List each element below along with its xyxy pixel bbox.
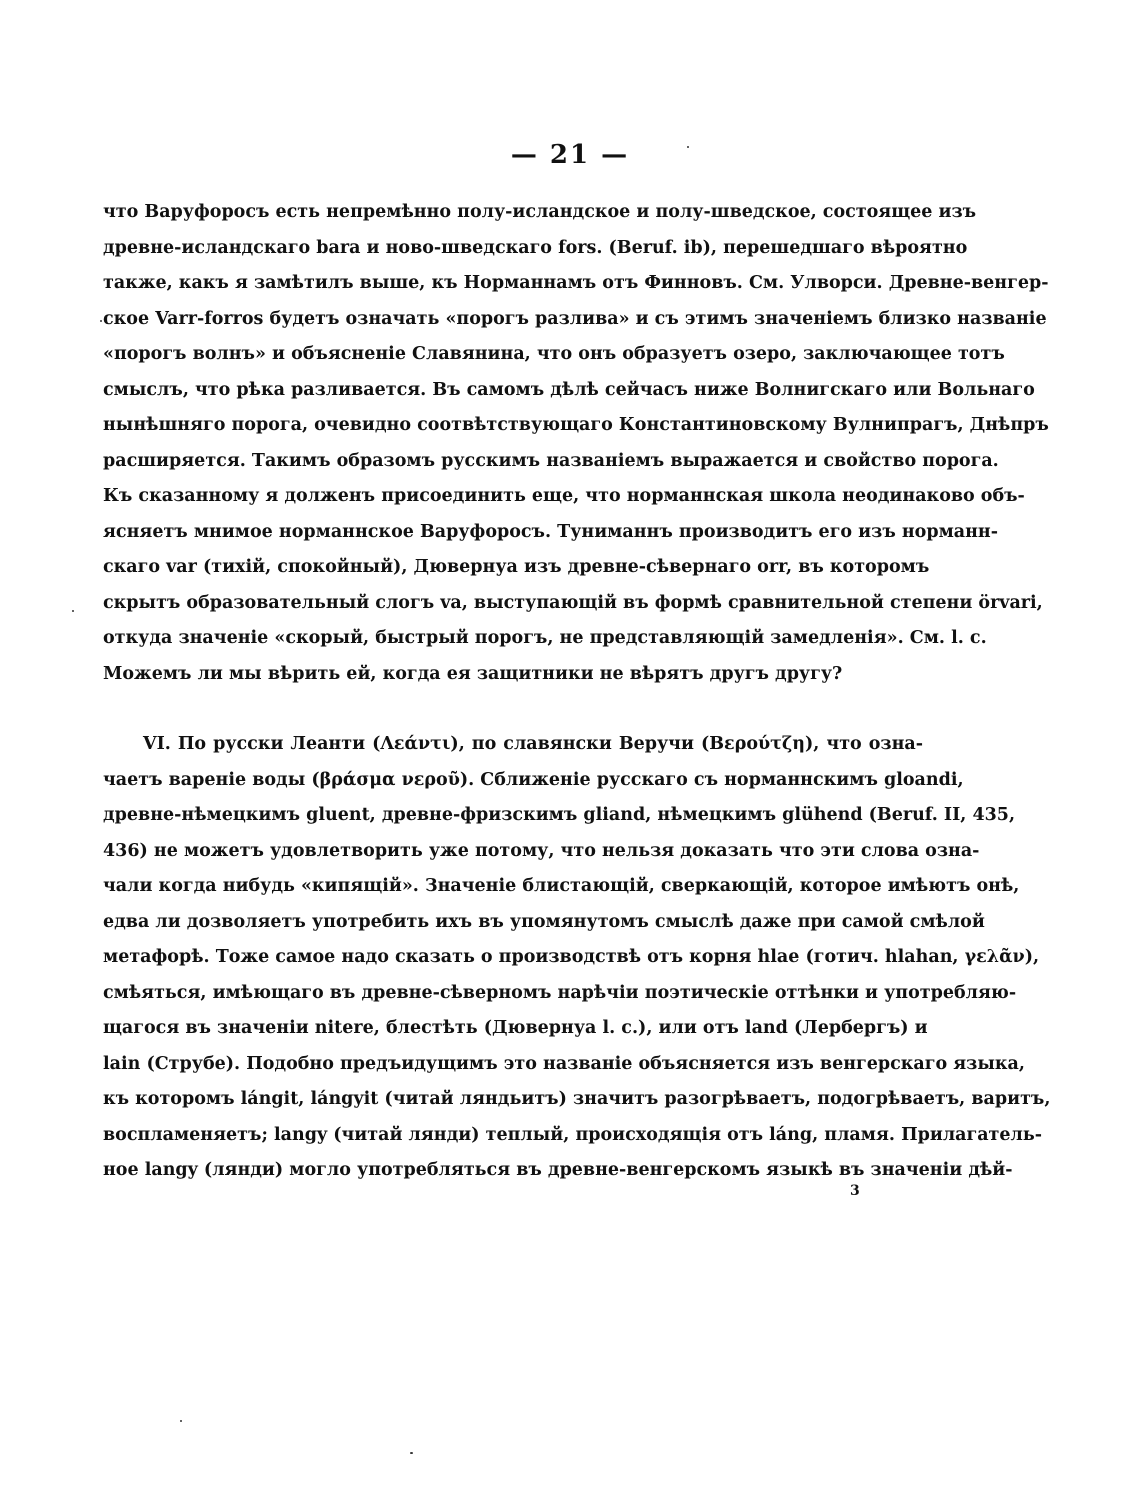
text-line: 436) не можетъ удовлетворить уже потому, что нельзя доказать что эти слова озна- bbox=[103, 840, 980, 861]
text-line: ское Varr-forros будетъ означать «порогъ разлива» и съ этимъ значеніемъ близко названіе bbox=[103, 308, 1047, 329]
text-line: смыслъ, что рѣка разливается. Въ самомъ дѣлѣ сейчасъ ниже Волнигскаго или Вольнаго bbox=[103, 379, 1035, 400]
text-line: Можемъ ли мы вѣрить ей, когда ея защитники не вѣрятъ другъ другу? bbox=[103, 663, 843, 684]
scan-speck bbox=[687, 146, 689, 148]
text-line: смѣяться, имѣющаго въ древне-сѣверномъ нарѣчіи поэтическіе оттѣнки и употребляю- bbox=[103, 982, 1017, 1003]
text-line: чали когда нибудь «кипящій». Значеніе блистающій, сверкающій, которое имѣютъ онѣ, bbox=[103, 876, 1020, 896]
text-line: «порогъ волнъ» и объясненіе Славянина, что онъ образуетъ озеро, заключающее тотъ bbox=[103, 344, 1005, 364]
page-number: — 21 — bbox=[510, 140, 630, 170]
text-line: чаетъ вареніе воды (βράσμα νεροῦ). Сближеніе русскаго съ норманнскимъ gloandi, bbox=[103, 769, 964, 790]
text-line: древне-исландскаго bara и ново-шведскаго fors. (Beruf. ib), перешедшаго вѣроятно bbox=[103, 237, 968, 258]
text-line: ясняетъ мнимое норманнское Варуфоросъ. Туниманнъ производитъ его изъ норманн- bbox=[103, 521, 998, 542]
scan-speck bbox=[410, 1452, 413, 1454]
text-line: едва ли дозволяетъ употребить ихъ въ упомянутомъ смыслѣ даже при самой смѣлой bbox=[103, 911, 985, 932]
text-line: Къ сказанному я долженъ присоединить еще, что норманнская школа неодинаково объ- bbox=[103, 486, 1025, 506]
text-line: ное langy (лянди) могло употребляться въ древне-венгерскомъ языкѣ въ значеніи дѣй- bbox=[103, 1160, 1013, 1180]
text-line: древне-нѣмецкимъ gluent, древне-фризскимъ gliand, нѣмецкимъ glühend (Beruf. II, 435, bbox=[103, 805, 1016, 825]
paragraph-1 bbox=[103, 195, 1049, 692]
text-line: также, какъ я замѣтилъ выше, къ Норманнамъ отъ Финновъ. См. Улворси. Древне-венгер- bbox=[103, 273, 1049, 293]
text-line: воспламеняетъ; langy (читай лянди) теплый, происходящія отъ láng, пламя. Прилагатель- bbox=[103, 1124, 1043, 1145]
text-line: скрытъ образовательный слогъ va, выступающій въ формѣ сравнительной степени örvari, bbox=[103, 592, 1043, 613]
text-line: къ которомъ lángit, lángyit (читай ляндьитъ) значитъ разогрѣваетъ, подогрѣваетъ, варитъ, bbox=[103, 1089, 1051, 1109]
text-line: нынѣшняго порога, очевидно соотвѣтствующаго Константиновскому Вулнипрагъ, Днѣпръ bbox=[103, 415, 1049, 435]
text-line: скаго var (тихій, спокойный), Дювернуа изъ древне-сѣвернаго orr, въ которомъ bbox=[103, 557, 930, 577]
scan-speck bbox=[72, 610, 74, 612]
text-line: щагося въ значеніи nitere, блестѣть (Дювернуа l. c.), или отъ land (Лербергъ) и bbox=[103, 1018, 928, 1038]
signature-mark: 3 bbox=[850, 1183, 860, 1199]
paragraph-2 bbox=[103, 727, 1051, 1189]
text-line: метафорѣ. Тоже самое надо сказать о производствѣ отъ корня hlae (готич. hlahan, γελᾶν), bbox=[103, 947, 1040, 967]
text-line: VI. По русски Леанти (Λεάντι), по славянски Веручи (Βερούτζη), что озна- bbox=[143, 734, 923, 754]
scan-speck bbox=[100, 320, 102, 322]
text-line: что Варуфоросъ есть непремѣнно полу-исландское и полу-шведское, состоящее изъ bbox=[103, 202, 977, 222]
text-line: расширяется. Такимъ образомъ русскимъ названіемъ выражается и свойство порога. bbox=[103, 450, 999, 471]
text-line: откуда значеніе «скорый, быстрый порогъ, не представляющій замедленія». См. l. c. bbox=[103, 628, 987, 648]
text-line: lain (Струбе). Подобно предъидущимъ это названіе объясняется изъ венгерскаго языка, bbox=[103, 1053, 1025, 1074]
scan-speck bbox=[180, 1420, 182, 1422]
